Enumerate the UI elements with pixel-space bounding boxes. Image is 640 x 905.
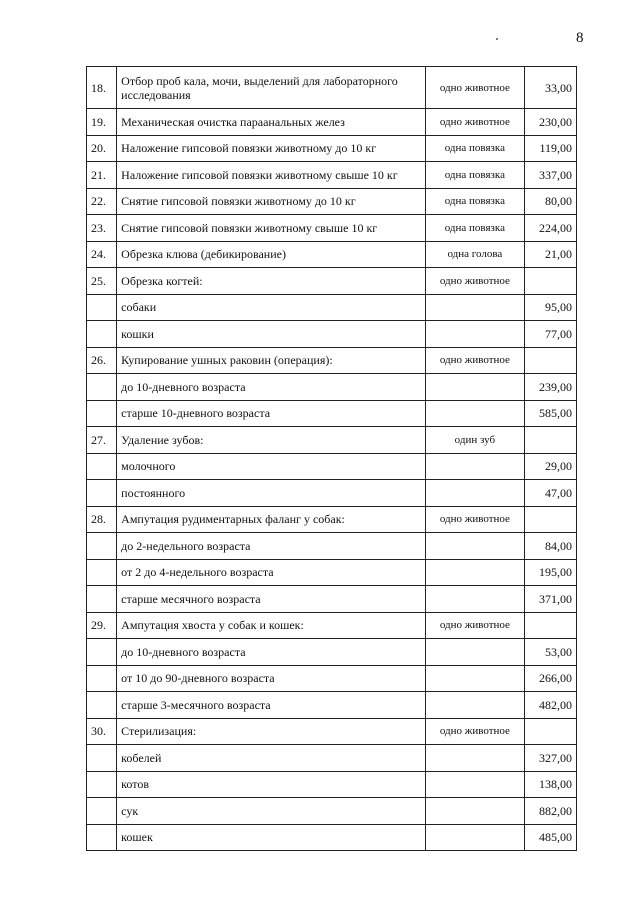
- price-value: 230,00: [524, 109, 576, 136]
- unit-of-measure: [426, 665, 525, 692]
- table-row: [87, 188, 577, 215]
- row-number: [87, 374, 117, 401]
- price-value: [524, 612, 576, 639]
- unit-of-measure: [426, 559, 525, 586]
- service-name: Обрезка клюва (дебикирование): [117, 241, 426, 268]
- service-name: Ампутация рудиментарных фаланг у собак:: [117, 506, 426, 533]
- unit-of-measure: [426, 586, 525, 613]
- unit-of-measure: [426, 639, 525, 666]
- price-value: 138,00: [524, 771, 576, 798]
- price-value: 53,00: [524, 639, 576, 666]
- row-number: 30.: [87, 718, 117, 745]
- table-row: [87, 480, 577, 507]
- unit-of-measure: одно животное: [426, 506, 525, 533]
- price-table: [86, 66, 577, 851]
- service-name: сук: [117, 798, 426, 825]
- price-value: [524, 427, 576, 454]
- service-name: собаки: [117, 294, 426, 321]
- service-name: молочного: [117, 453, 426, 480]
- unit-of-measure: одна голова: [426, 241, 525, 268]
- price-value: 485,00: [524, 824, 576, 851]
- price-value: [524, 347, 576, 374]
- service-name: старше 3-месячного возраста: [117, 692, 426, 719]
- row-number: 19.: [87, 109, 117, 136]
- unit-of-measure: [426, 533, 525, 560]
- table-row: [87, 453, 577, 480]
- table-row: [87, 824, 577, 851]
- service-name: до 10-дневного возраста: [117, 639, 426, 666]
- table-row: [87, 135, 577, 162]
- table-row: [87, 639, 577, 666]
- row-number: [87, 639, 117, 666]
- price-value: 21,00: [524, 241, 576, 268]
- service-name: Ампутация хвоста у собак и кошек:: [117, 612, 426, 639]
- unit-of-measure: [426, 745, 525, 772]
- unit-of-measure: одно животное: [426, 612, 525, 639]
- service-name: Купирование ушных раковин (операция):: [117, 347, 426, 374]
- service-name: Отбор проб кала, мочи, выделений для лабораторного исследования: [117, 67, 426, 109]
- unit-of-measure: одна повязка: [426, 162, 525, 189]
- service-name: котов: [117, 771, 426, 798]
- service-name: до 10-дневного возраста: [117, 374, 426, 401]
- unit-of-measure: одна повязка: [426, 135, 525, 162]
- unit-of-measure: [426, 798, 525, 825]
- table-row: [87, 321, 577, 348]
- unit-of-measure: одно животное: [426, 67, 525, 109]
- table-row: [87, 162, 577, 189]
- row-number: [87, 798, 117, 825]
- row-number: [87, 559, 117, 586]
- price-value: [524, 718, 576, 745]
- scan-dot: [496, 38, 498, 40]
- service-name: старше 10-дневного возраста: [117, 400, 426, 427]
- service-name: Снятие гипсовой повязки животному до 10 кг: [117, 188, 426, 215]
- row-number: 24.: [87, 241, 117, 268]
- service-name: Обрезка когтей:: [117, 268, 426, 295]
- service-name: кобелей: [117, 745, 426, 772]
- table-row: [87, 586, 577, 613]
- row-number: [87, 321, 117, 348]
- table-row: [87, 665, 577, 692]
- service-name: от 2 до 4-недельного возраста: [117, 559, 426, 586]
- row-number: 22.: [87, 188, 117, 215]
- table-row: [87, 294, 577, 321]
- row-number: [87, 771, 117, 798]
- service-name: Снятие гипсовой повязки животному свыше 10 кг: [117, 215, 426, 242]
- price-value: 84,00: [524, 533, 576, 560]
- unit-of-measure: [426, 824, 525, 851]
- unit-of-measure: [426, 374, 525, 401]
- unit-of-measure: одна повязка: [426, 215, 525, 242]
- service-name: Механическая очистка параанальных желез: [117, 109, 426, 136]
- unit-of-measure: одно животное: [426, 268, 525, 295]
- unit-of-measure: одно животное: [426, 347, 525, 374]
- unit-of-measure: [426, 294, 525, 321]
- table-row: [87, 798, 577, 825]
- unit-of-measure: [426, 400, 525, 427]
- service-name: от 10 до 90-дневного возраста: [117, 665, 426, 692]
- row-number: 18.: [87, 67, 117, 109]
- table-row: [87, 506, 577, 533]
- service-name: кошек: [117, 824, 426, 851]
- unit-of-measure: [426, 771, 525, 798]
- table-row: [87, 241, 577, 268]
- price-value: 119,00: [524, 135, 576, 162]
- price-value: [524, 506, 576, 533]
- table-row: [87, 612, 577, 639]
- price-value: 482,00: [524, 692, 576, 719]
- service-name: до 2-недельного возраста: [117, 533, 426, 560]
- unit-of-measure: [426, 453, 525, 480]
- row-number: [87, 533, 117, 560]
- service-name: постоянного: [117, 480, 426, 507]
- service-name: кошки: [117, 321, 426, 348]
- price-value: 371,00: [524, 586, 576, 613]
- table-row: [87, 374, 577, 401]
- row-number: 20.: [87, 135, 117, 162]
- price-value: 29,00: [524, 453, 576, 480]
- price-value: 585,00: [524, 400, 576, 427]
- row-number: 28.: [87, 506, 117, 533]
- row-number: 26.: [87, 347, 117, 374]
- row-number: [87, 665, 117, 692]
- price-value: 77,00: [524, 321, 576, 348]
- unit-of-measure: [426, 321, 525, 348]
- price-value: 224,00: [524, 215, 576, 242]
- price-value: 95,00: [524, 294, 576, 321]
- service-name: Удаление зубов:: [117, 427, 426, 454]
- price-value: 266,00: [524, 665, 576, 692]
- row-number: 21.: [87, 162, 117, 189]
- table-row: [87, 347, 577, 374]
- table-row: [87, 109, 577, 136]
- price-value: 337,00: [524, 162, 576, 189]
- table-row: [87, 533, 577, 560]
- price-table-body: [87, 67, 577, 851]
- unit-of-measure: одно животное: [426, 109, 525, 136]
- price-value: 47,00: [524, 480, 576, 507]
- table-row: [87, 215, 577, 242]
- price-value: 882,00: [524, 798, 576, 825]
- table-row: [87, 745, 577, 772]
- service-name: Наложение гипсовой повязки животному свыше 10 кг: [117, 162, 426, 189]
- service-name: Стерилизация:: [117, 718, 426, 745]
- table-row: [87, 268, 577, 295]
- unit-of-measure: [426, 480, 525, 507]
- price-value: 33,00: [524, 67, 576, 109]
- row-number: 23.: [87, 215, 117, 242]
- table-row: [87, 400, 577, 427]
- page-number: 8: [576, 30, 584, 46]
- unit-of-measure: один зуб: [426, 427, 525, 454]
- table-row: [87, 67, 577, 109]
- unit-of-measure: одно животное: [426, 718, 525, 745]
- row-number: [87, 692, 117, 719]
- row-number: 29.: [87, 612, 117, 639]
- row-number: [87, 824, 117, 851]
- table-row: [87, 771, 577, 798]
- service-name: старше месячного возраста: [117, 586, 426, 613]
- row-number: 25.: [87, 268, 117, 295]
- price-value: [524, 268, 576, 295]
- row-number: [87, 586, 117, 613]
- row-number: [87, 453, 117, 480]
- table-row: [87, 427, 577, 454]
- row-number: [87, 480, 117, 507]
- price-value: 327,00: [524, 745, 576, 772]
- row-number: [87, 745, 117, 772]
- unit-of-measure: одна повязка: [426, 188, 525, 215]
- row-number: [87, 294, 117, 321]
- table-row: [87, 718, 577, 745]
- price-value: 239,00: [524, 374, 576, 401]
- table-row: [87, 559, 577, 586]
- row-number: 27.: [87, 427, 117, 454]
- table-row: [87, 692, 577, 719]
- price-value: 80,00: [524, 188, 576, 215]
- unit-of-measure: [426, 692, 525, 719]
- price-value: 195,00: [524, 559, 576, 586]
- row-number: [87, 400, 117, 427]
- service-name: Наложение гипсовой повязки животному до 10 кг: [117, 135, 426, 162]
